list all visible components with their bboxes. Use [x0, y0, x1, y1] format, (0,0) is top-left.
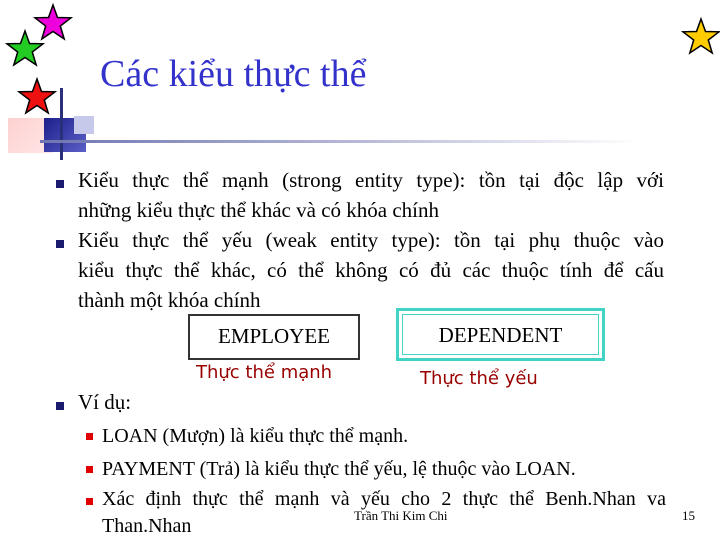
strong-entity-box	[188, 314, 360, 360]
bullet-line: thành một khóa chính	[78, 288, 261, 312]
bullet-line: những kiểu thực thể khác và có khóa chính	[78, 198, 439, 222]
bullet-line: Kiểu thực thể mạnh (strong entity type): tồn tại độc lập với	[78, 168, 664, 192]
title-underline	[40, 140, 640, 143]
page-title: Các kiểu thực thể	[100, 53, 367, 95]
bullet-marker	[56, 240, 64, 248]
sub-bullet-marker	[86, 433, 93, 440]
weak-entity-box	[396, 308, 605, 361]
bullet-strong-entity	[78, 165, 664, 225]
red-star-icon	[18, 78, 56, 116]
page-number: 15	[682, 508, 695, 523]
decorative-lavender-square	[74, 116, 94, 134]
bullet-line: kiểu thực thể khác, có thể không có đủ các thuộc tính để cấu	[78, 258, 664, 282]
example-task-line: Than.Nhan	[102, 515, 192, 537]
weak-entity-label: DEPENDENT	[438, 323, 563, 347]
strong-entity-label: EMPLOYEE	[218, 324, 330, 348]
bullet-marker	[56, 180, 64, 188]
green-star-icon	[6, 30, 44, 68]
bullet-marker	[56, 402, 64, 410]
bullet-weak-entity	[78, 225, 664, 315]
bullet-line: Kiểu thực thể yếu (weak entity type): tồn tại phụ thuộc vào	[78, 228, 664, 252]
strong-entity-caption: Thực thể mạnh	[196, 362, 333, 383]
example-item-payment: PAYMENT (Trả) là kiểu thực thể yếu, lệ thuộc vào LOAN.	[102, 458, 576, 480]
footer-author: Trần Thi Kim Chi	[354, 508, 448, 523]
yellow-star-icon	[682, 18, 720, 56]
example-label: Ví dụ:	[78, 390, 132, 414]
example-task-line: Xác định thực thể mạnh và yếu cho 2 thực thể Benh.Nhan va	[102, 488, 666, 510]
example-item-loan: LOAN (Mượn) là kiểu thực thể mạnh.	[102, 425, 409, 447]
sub-bullet-marker	[86, 498, 93, 505]
decorative-vertical-line	[60, 88, 63, 160]
sub-bullet-marker	[86, 466, 93, 473]
weak-entity-caption: Thực thể yếu	[420, 368, 538, 389]
